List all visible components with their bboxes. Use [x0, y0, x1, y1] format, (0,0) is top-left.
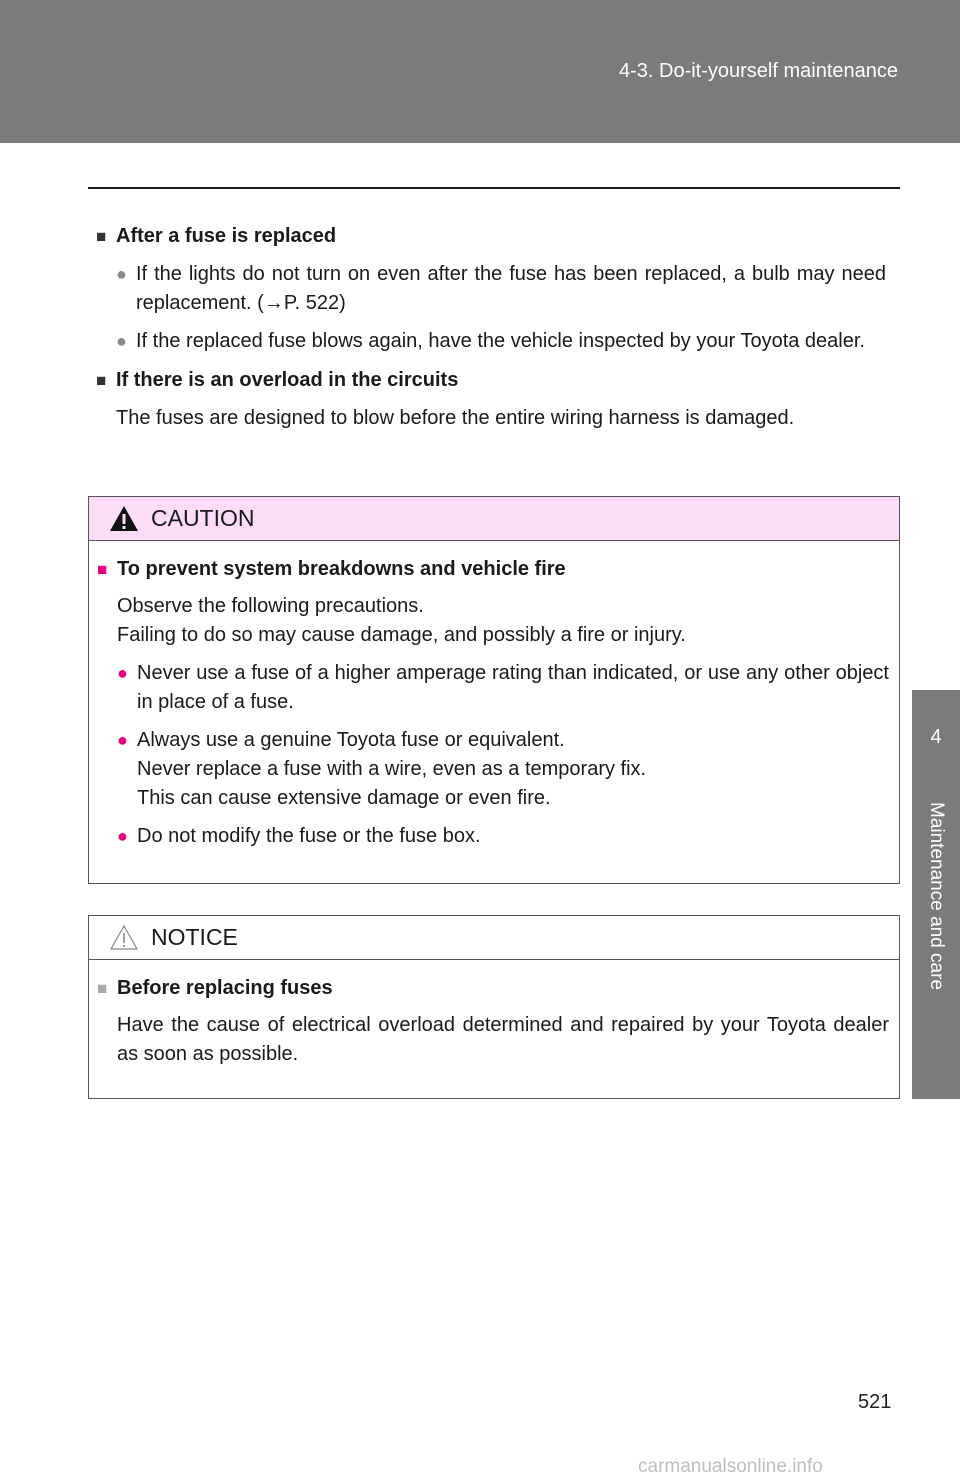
overload-text: The fuses are designed to blow before the entire wiring harness is damaged.: [116, 407, 795, 429]
caution-header: [89, 497, 899, 541]
circle-bullet-icon: ●: [117, 826, 128, 846]
warning-triangle-icon: [109, 505, 139, 532]
list-item: ● Never use a fuse of a higher amperage rating than indicated, or use any other object in place of a fuse.: [117, 659, 889, 717]
notice-box: [88, 915, 900, 1099]
square-bullet-icon: ■: [97, 979, 108, 998]
notice-body: [89, 960, 899, 1089]
caution-intro: Observe the following precautions. Failing to do so may cause damage, and possibly a fire or injury.: [117, 595, 686, 646]
heading-overload: ■ If there is an overload in the circuits: [96, 366, 886, 395]
caution-body: [89, 541, 899, 871]
section-title: 4-3. Do-it-yourself maintenance: [618, 60, 898, 82]
chapter-tab-label: [912, 792, 960, 1099]
chapter-tab-number: [912, 690, 960, 792]
list-item: ● If the replaced fuse blows again, have the vehicle inspected by your Toyota dealer.: [116, 327, 886, 356]
square-bullet-icon: ■: [97, 560, 108, 579]
caution-heading: ■ To prevent system breakdowns and vehicle fire: [97, 555, 889, 584]
page-number: 521: [858, 1391, 892, 1413]
notice-heading: ■ Before replacing fuses: [97, 974, 889, 1003]
caution-title: CAUTION: [151, 505, 255, 531]
circle-bullet-icon: ●: [117, 663, 128, 683]
circle-bullet-icon: ●: [116, 264, 127, 284]
square-bullet-icon: ■: [96, 371, 107, 390]
notice-title: NOTICE: [151, 924, 238, 950]
chapter-label: Maintenance and care: [926, 802, 947, 991]
main-content: [96, 212, 886, 433]
square-bullet-icon: ■: [96, 227, 107, 246]
top-divider: [88, 187, 900, 189]
caution-box: [88, 496, 900, 884]
heading-after-fuse-replaced: ■ After a fuse is replaced: [96, 222, 886, 251]
list-item: ● If the lights do not turn on even after the fuse has been replaced, a bulb may need replacement. (→P. 522): [116, 260, 886, 318]
notice-text: Have the cause of electrical overload determined and repaired by your Toyota dealer as soon as possible.: [117, 1014, 889, 1065]
chapter-number: 4: [930, 726, 942, 748]
notice-header: [89, 916, 899, 960]
warning-triangle-outline-icon: [109, 924, 139, 951]
list-item: ● Always use a genuine Toyota fuse or equivalent. Never replace a fuse with a wire, even as a temporary fix. This can cause extensive damage or even fire.: [117, 726, 889, 813]
circle-bullet-icon: ●: [116, 331, 127, 351]
list-item: ● Do not modify the fuse or the fuse box.: [117, 822, 889, 851]
page-header: [0, 0, 960, 143]
watermark: carmanualsonline.info: [638, 1456, 823, 1477]
circle-bullet-icon: ●: [117, 730, 128, 750]
